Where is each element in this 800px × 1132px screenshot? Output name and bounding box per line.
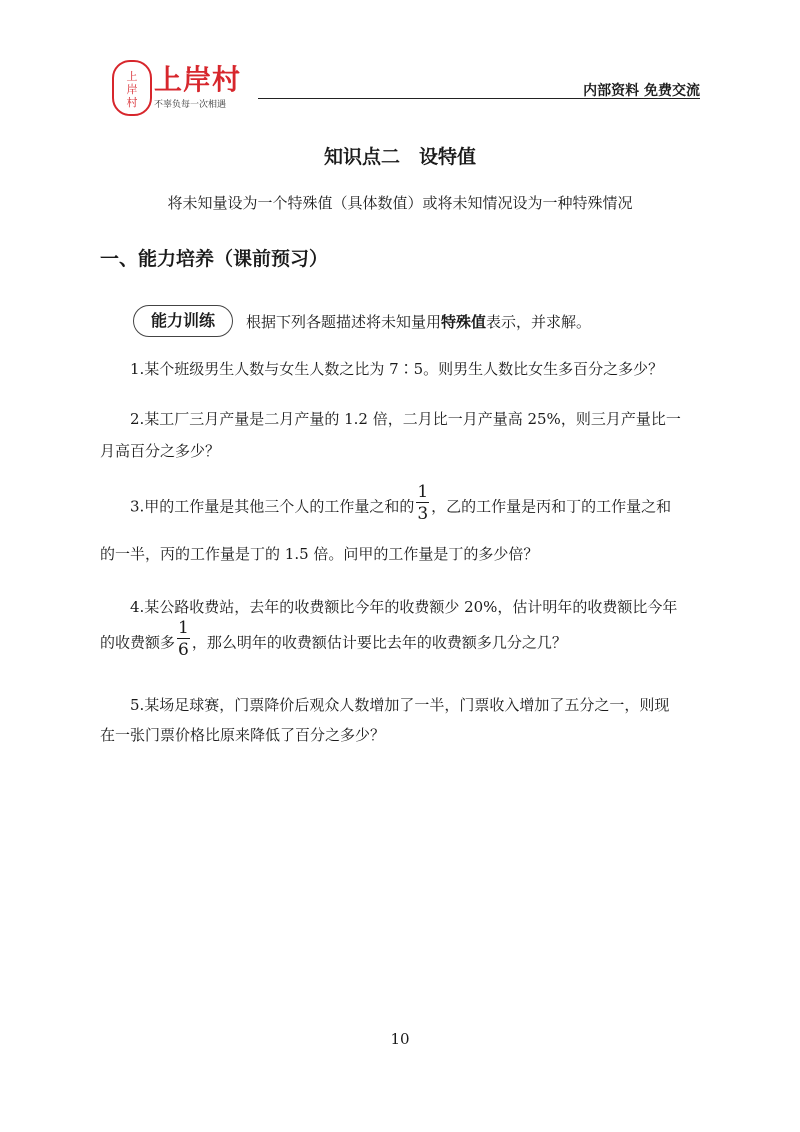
page-number: 10 (390, 1030, 410, 1048)
section-title: 知识点二 设特值 (323, 146, 476, 168)
question-3-before: 3.甲的工作量是其他三个人的工作量之和的 (130, 497, 415, 516)
fraction-numerator: 1 (417, 482, 429, 502)
question-4-line-2 (100, 618, 705, 665)
question-2-line-1: 2.某工厂三月产量是二月产量的 1.2 倍，二月比一月产量高 25%，则三月产量比一 (130, 410, 681, 428)
fraction-one-sixth (177, 618, 190, 661)
instruction-after: 表示，并求解。 (486, 313, 592, 331)
question-2-line-2: 月高百分之多少？ (100, 442, 221, 460)
question-5-line-2: 在一张门票价格比原来降低了百分之多少？ (100, 726, 386, 744)
brand-logo (112, 60, 262, 120)
question-3-line-2: 的一半，丙的工作量是丁的 1.5 倍。问甲的工作量是丁的多少倍？ (100, 545, 539, 563)
question-3 (100, 482, 705, 565)
svg-text:上: 上 (126, 70, 138, 83)
ability-heading: 一、能力培养（课前预习） (100, 248, 329, 270)
svg-text:村: 村 (126, 96, 138, 108)
question-4-before: 的收费额多 (100, 633, 176, 652)
header-tag: 内部资料 免费交流 (583, 83, 700, 99)
instruction-text (246, 311, 591, 332)
ability-training-badge: 能力训练 (133, 305, 233, 337)
fraction-denominator: 6 (178, 640, 189, 660)
question-2 (100, 408, 705, 462)
question-1-text: 1.某个班级男生人数与女生人数之比为 7∶5。则男生人数比女生多百分之多少？ (130, 360, 664, 378)
question-4 (100, 596, 705, 665)
question-5-line-1: 5.某场足球赛，门票降价后观众人数增加了一半，门票收入增加了五分之一，则现 (130, 696, 670, 714)
instruction-bold: 特殊值 (441, 313, 487, 331)
brand-name: 上岸村 (154, 63, 242, 96)
question-3-after: ，乙的工作量是丙和丁的工作量之和 (431, 497, 672, 516)
question-5 (100, 694, 705, 746)
svg-text:岸: 岸 (126, 83, 138, 96)
question-4-after: ，那么明年的收费额估计要比去年的收费额多几分之几？ (191, 633, 567, 652)
fraction-numerator: 1 (178, 618, 189, 638)
question-3-line-1 (130, 482, 705, 529)
question-4-line-1: 4.某公路收费站，去年的收费额比今年的收费额少 20%，估计明年的收费额比今年 (130, 598, 678, 616)
section-intro: 将未知量设为一个特殊值（具体数值）或将未知情况设为一种特殊情况 (167, 194, 633, 212)
brand-slogan: 不辜负每一次相遇 (154, 100, 227, 110)
seal-icon (112, 60, 152, 116)
fraction-denominator: 3 (417, 504, 429, 524)
instruction-before: 根据下列各题描述将未知量用 (246, 313, 442, 331)
fraction-one-third (416, 482, 429, 525)
question-1 (130, 358, 705, 380)
